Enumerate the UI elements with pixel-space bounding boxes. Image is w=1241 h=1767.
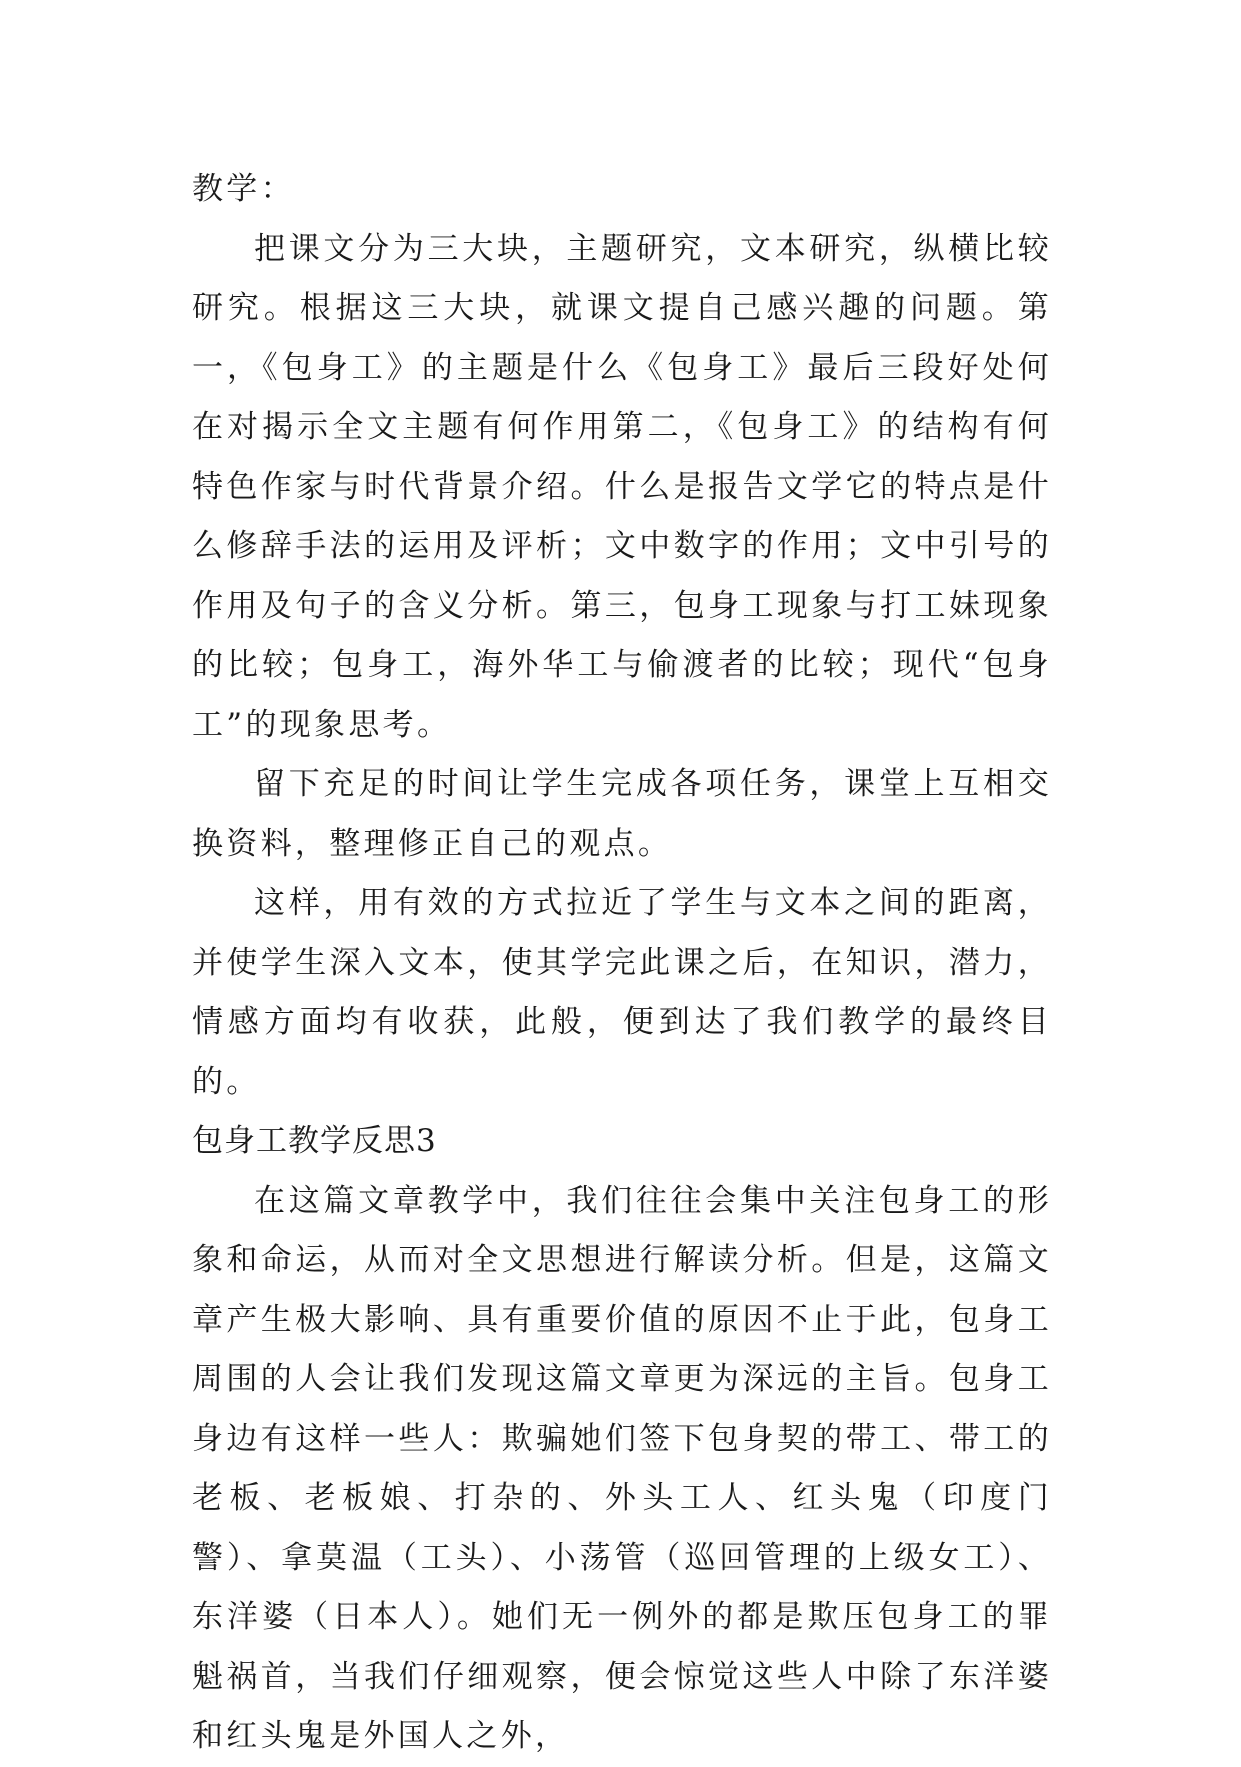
document-page xyxy=(192,160,1052,1767)
section-heading: 包身工教学反思3 xyxy=(192,1123,437,1159)
paragraph-reflection: 在这篇文章教学中，我们往往会集中关注包身工的形象和命运，从而对全文思想进行解读分析。但是，这篇文章产生极大影响、具有重要价值的原因不止于此，包身工周围的人会让我们发现这篇文章更为深远的主旨。包身工身边有这样一些人：欺骗她们签下包身契的带工、带工的老板、老板娘、打杂的、外头工人、红头鬼（印度门警）、拿莫温（工头）、小荡管（巡回管理的上级女工）、东洋婆（日本人）。她们无一例外的都是欺压包身工的罪魁祸首，当我们仔细观察，便会惊觉这些人中除了东洋婆和红头鬼是外国人之外， xyxy=(192,1182,1052,1754)
paragraph-teaching-label: 教学： xyxy=(192,171,295,207)
paragraph-text-structure: 把课文分为三大块，主题研究，文本研究，纵横比较研究。根据这三大块，就课文提自己感兴趣的问题。第一，《包身工》的主题是什么《包身工》最后三段好处何在对揭示全文主题有何作用第二，《包身工》的结构有何特色作家与时代背景介绍。什么是报告文学它的特点是什么修辞手法的运用及评析；文中数字的作用；文中引号的作用及句子的含义分析。第三，包身工现象与打工妹现象的比较；包身工，海外华工与偷渡者的比较；现代“包身工”的现象思考。 xyxy=(192,230,1052,743)
paragraph-teaching-goal: 这样，用有效的方式拉近了学生与文本之间的距离，并使学生深入文本，使其学完此课之后，在知识，潜力，情感方面均有收获，此般，便到达了我们教学的最终目的。 xyxy=(192,885,1052,1100)
paragraph-time-for-tasks: 留下充足的时间让学生完成各项任务，课堂上互相交换资料，整理修正自己的观点。 xyxy=(192,766,1052,862)
